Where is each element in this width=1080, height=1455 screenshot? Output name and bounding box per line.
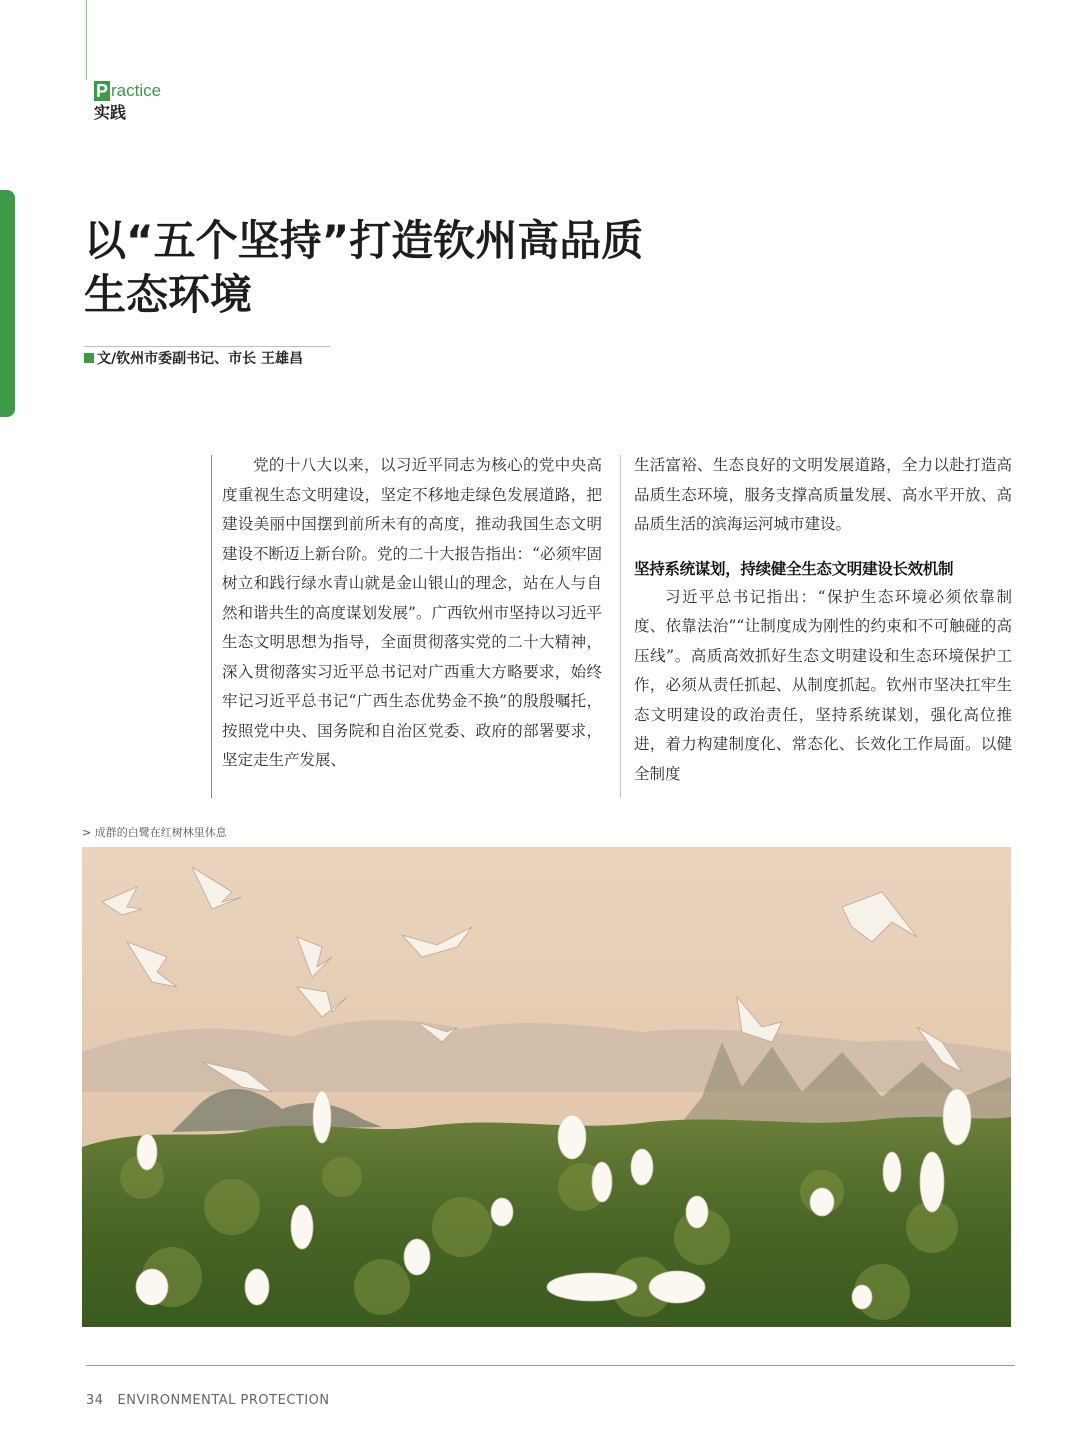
column-divider-middle	[620, 455, 621, 798]
section-edge-tab	[0, 190, 15, 417]
header-vertical-rule	[86, 0, 87, 80]
magazine-name: ENVIRONMENTAL PROTECTION	[117, 1393, 330, 1408]
egrets-mangrove-photo	[82, 847, 1011, 1327]
photo-caption: > 成群的白鹭在红树林里休息	[82, 826, 227, 839]
body-column-2	[634, 451, 1012, 789]
section-heading: 坚持系统谋划，持续健全生态文明建设长效机制	[634, 559, 954, 578]
column-divider-left	[211, 455, 212, 798]
section-tag-english	[94, 80, 161, 102]
article-title	[84, 214, 844, 322]
byline-rule	[84, 346, 330, 347]
page-footer	[86, 1393, 330, 1408]
article-title-line1: 以“五个坚持”打造钦州高品质	[84, 216, 644, 265]
body-paragraph-system: 习近平总书记指出：“保护生态环境必须依靠制度、依靠法治”“让制度成为刚性的约束和不可触碰的高压线”。高质高效抓好生态文明建设和生态环境保护工作，必须从责任抓起、从制度抓起。钦州市坚决扛牢生态文明建设的政治责任，坚持系统谋划，强化高位推进，着力构建制度化、常态化、长效化工作局面。以健全制度	[634, 587, 1012, 783]
footer-rule	[86, 1365, 1015, 1366]
section-tag-rest: ractice	[111, 81, 162, 100]
section-tag	[94, 80, 161, 124]
section-tag-initial: P	[95, 81, 108, 101]
byline-text: 文/钦州市委副书记、市长 王雄昌	[97, 351, 303, 367]
byline	[84, 349, 303, 369]
section-tag-chinese: 实践	[94, 105, 127, 122]
body-column-1	[222, 451, 602, 776]
article-title-line2: 生态环境	[84, 270, 253, 319]
body-paragraph-intro: 党的十八大以来，以习近平同志为核心的党中央高度重视生态文明建设，坚定不移地走绿色发展道路，把建设美丽中国摆到前所未有的高度，推动我国生态文明建设不断迈上新台阶。党的二十大报告指出：“必须牢固树立和践行绿水青山就是金山银山的理念，站在人与自然和谐共生的高度谋划发展”。广西钦州市坚持以习近平生态文明思想为指导，全面贯彻落实党的二十大精神，深入贯彻落实习近平总书记对广西重大方略要求，始终牢记习近平总书记“广西生态优势金不换”的殷殷嘱托，按照党中央、国务院和自治区党委、政府的部署要求，坚定走生产发展、	[222, 456, 602, 769]
body-paragraph-continuation: 生活富裕、生态良好的文明发展道路，全力以赴打造高品质生态环境，服务支撑高质量发展、高水平开放、高品质生活的滨海运河城市建设。	[634, 456, 1012, 533]
byline-square-icon	[84, 353, 94, 363]
page-number: 34	[86, 1393, 104, 1408]
